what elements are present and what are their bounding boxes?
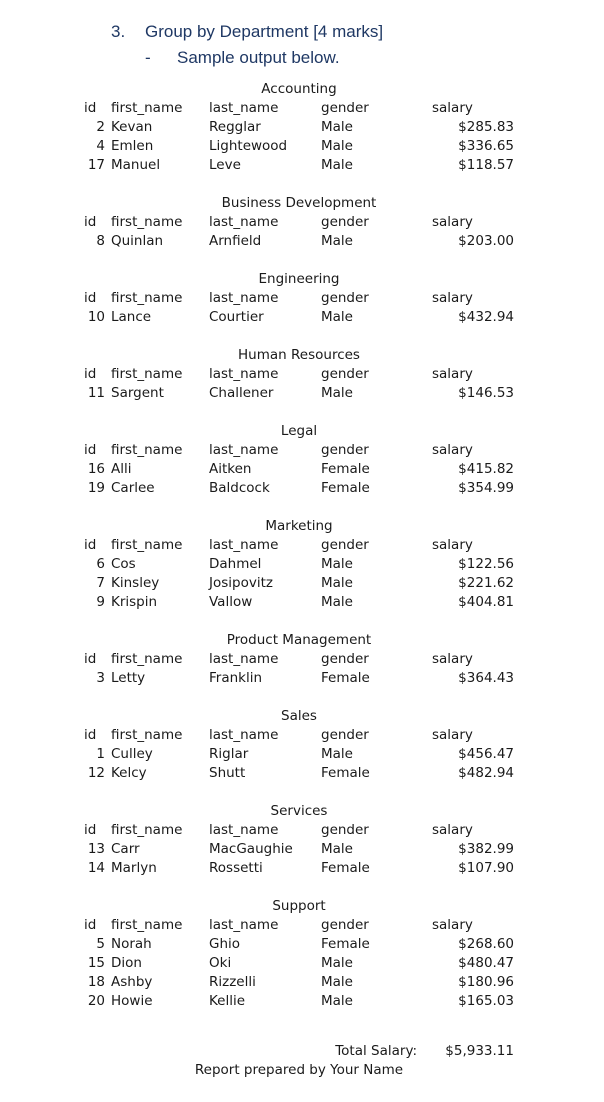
salary-cell: $354.99 (458, 480, 514, 496)
last-name-cell: Kellie (209, 993, 246, 1009)
last-name-cell: Baldcock (209, 480, 270, 496)
column-header-gender: gender (321, 917, 369, 933)
salary-cell: $146.53 (458, 385, 514, 401)
id-cell: 20 (87, 993, 105, 1009)
table-row (0, 593, 604, 612)
column-header-first-name: first_name (111, 100, 183, 116)
column-header-id: id (84, 537, 97, 553)
column-header-gender: gender (321, 537, 369, 553)
last-name-cell: Shutt (209, 765, 246, 781)
column-header-last-name: last_name (209, 442, 279, 458)
last-name-cell: MacGaughie (209, 841, 293, 857)
gender-cell: Male (321, 974, 353, 990)
last-name-cell: Rossetti (209, 860, 263, 876)
last-name-cell: Lightewood (209, 138, 288, 154)
first-name-cell: Ashby (111, 974, 153, 990)
id-cell: 17 (87, 157, 105, 173)
first-name-cell: Letty (111, 670, 146, 686)
last-name-cell: Vallow (209, 594, 253, 610)
salary-cell: $456.47 (458, 746, 514, 762)
id-cell: 6 (96, 556, 105, 572)
gender-cell: Male (321, 575, 353, 591)
table-row (0, 308, 604, 327)
column-header-id: id (84, 442, 97, 458)
table-row (0, 859, 604, 878)
id-cell: 15 (87, 955, 105, 971)
salary-cell: $432.94 (458, 309, 514, 325)
first-name-cell: Carlee (111, 480, 155, 496)
last-name-cell: Oki (209, 955, 232, 971)
table-row (0, 384, 604, 403)
column-header-id: id (84, 917, 97, 933)
salary-cell: $165.03 (458, 993, 514, 1009)
column-header-salary: salary (432, 537, 473, 553)
salary-cell: $203.00 (458, 233, 514, 249)
column-header-salary: salary (432, 917, 473, 933)
id-cell: 18 (87, 974, 105, 990)
column-header-row (0, 441, 604, 460)
table-row (0, 460, 604, 479)
department-title: Services (270, 803, 328, 819)
column-header-id: id (84, 651, 97, 667)
salary-cell: $268.60 (458, 936, 514, 952)
column-header-last-name: last_name (209, 727, 279, 743)
last-name-cell: Challener (209, 385, 274, 401)
first-name-cell: Alli (111, 461, 132, 477)
first-name-cell: Howie (111, 993, 153, 1009)
section-title: Group by Department [4 marks] (145, 22, 384, 41)
gender-cell: Female (321, 860, 370, 876)
department-title: Business Development (221, 195, 377, 211)
table-row (0, 555, 604, 574)
column-header-salary: salary (432, 442, 473, 458)
first-name-cell: Krispin (111, 594, 158, 610)
gender-cell: Female (321, 461, 370, 477)
gender-cell: Male (321, 556, 353, 572)
last-name-cell: Leve (209, 157, 241, 173)
last-name-cell: Riglar (209, 746, 249, 762)
column-header-salary: salary (432, 727, 473, 743)
first-name-cell: Carr (111, 841, 140, 857)
first-name-cell: Cos (111, 556, 136, 572)
column-header-row (0, 99, 604, 118)
column-header-salary: salary (432, 366, 473, 382)
section-subheading (145, 48, 340, 68)
column-header-gender: gender (321, 442, 369, 458)
first-name-cell: Sargent (111, 385, 164, 401)
id-cell: 1 (96, 746, 105, 762)
first-name-cell: Kevan (111, 119, 153, 135)
department-title: Accounting (261, 81, 337, 97)
salary-cell: $382.99 (458, 841, 514, 857)
department-title: Product Management (226, 632, 372, 648)
id-cell: 4 (96, 138, 105, 154)
last-name-cell: Regglar (209, 119, 261, 135)
salary-cell: $107.90 (458, 860, 514, 876)
department-title: Support (272, 898, 326, 914)
department-title: Sales (281, 708, 317, 724)
first-name-cell: Kinsley (111, 575, 160, 591)
gender-cell: Female (321, 480, 370, 496)
column-header-gender: gender (321, 651, 369, 667)
gender-cell: Male (321, 309, 353, 325)
first-name-cell: Manuel (111, 157, 161, 173)
column-header-row (0, 726, 604, 745)
id-cell: 14 (87, 860, 105, 876)
section-number: 3. (111, 22, 126, 41)
column-header-last-name: last_name (209, 537, 279, 553)
last-name-cell: Franklin (209, 670, 263, 686)
table-row (0, 764, 604, 783)
column-header-first-name: first_name (111, 442, 183, 458)
first-name-cell: Emlen (111, 138, 154, 154)
salary-cell: $404.81 (458, 594, 514, 610)
salary-cell: $480.47 (458, 955, 514, 971)
column-header-row (0, 821, 604, 840)
last-name-cell: Dahmel (209, 556, 262, 572)
last-name-cell: Arnfield (209, 233, 262, 249)
column-header-id: id (84, 366, 97, 382)
salary-cell: $364.43 (458, 670, 514, 686)
subheading-text: Sample output below. (177, 48, 340, 67)
first-name-cell: Culley (111, 746, 153, 762)
column-header-first-name: first_name (111, 290, 183, 306)
column-header-gender: gender (321, 214, 369, 230)
total-salary-line (0, 1042, 604, 1061)
column-header-last-name: last_name (209, 214, 279, 230)
table-row (0, 232, 604, 251)
id-cell: 3 (96, 670, 105, 686)
column-header-last-name: last_name (209, 917, 279, 933)
last-name-cell: Josipovitz (209, 575, 273, 591)
gender-cell: Male (321, 119, 353, 135)
first-name-cell: Dion (111, 955, 142, 971)
salary-cell: $180.96 (458, 974, 514, 990)
id-cell: 16 (87, 461, 105, 477)
gender-cell: Male (321, 385, 353, 401)
column-header-last-name: last_name (209, 100, 279, 116)
column-header-first-name: first_name (111, 727, 183, 743)
column-header-id: id (84, 290, 97, 306)
first-name-cell: Marlyn (111, 860, 157, 876)
salary-cell: $118.57 (458, 157, 514, 173)
table-row (0, 137, 604, 156)
department-title: Engineering (258, 271, 340, 287)
last-name-cell: Ghio (209, 936, 241, 952)
column-header-id: id (84, 727, 97, 743)
salary-cell: $285.83 (458, 119, 514, 135)
column-header-first-name: first_name (111, 651, 183, 667)
table-row (0, 840, 604, 859)
column-header-gender: gender (321, 822, 369, 838)
column-header-gender: gender (321, 727, 369, 743)
column-header-row (0, 213, 604, 232)
department-title: Legal (280, 423, 318, 439)
column-header-last-name: last_name (209, 822, 279, 838)
column-header-first-name: first_name (111, 366, 183, 382)
table-row (0, 118, 604, 137)
id-cell: 13 (87, 841, 105, 857)
table-row (0, 745, 604, 764)
section-heading (111, 22, 383, 42)
last-name-cell: Aitken (209, 461, 252, 477)
id-cell: 19 (87, 480, 105, 496)
total-salary-label: Total Salary: (335, 1043, 417, 1059)
table-row (0, 156, 604, 175)
id-cell: 7 (96, 575, 105, 591)
department-title: Marketing (265, 518, 333, 534)
column-header-salary: salary (432, 651, 473, 667)
table-row (0, 992, 604, 1011)
first-name-cell: Kelcy (111, 765, 147, 781)
total-salary-value: $5,933.11 (445, 1043, 514, 1059)
column-header-row (0, 916, 604, 935)
column-header-gender: gender (321, 100, 369, 116)
gender-cell: Male (321, 157, 353, 173)
report-footer: Report prepared by Your Name (194, 1062, 404, 1078)
first-name-cell: Lance (111, 309, 152, 325)
gender-cell: Male (321, 138, 353, 154)
id-cell: 10 (87, 309, 105, 325)
last-name-cell: Courtier (209, 309, 264, 325)
table-row (0, 669, 604, 688)
column-header-row (0, 289, 604, 308)
salary-cell: $482.94 (458, 765, 514, 781)
id-cell: 11 (87, 385, 105, 401)
column-header-first-name: first_name (111, 214, 183, 230)
column-header-row (0, 650, 604, 669)
gender-cell: Male (321, 955, 353, 971)
gender-cell: Male (321, 233, 353, 249)
column-header-gender: gender (321, 366, 369, 382)
first-name-cell: Quinlan (111, 233, 164, 249)
column-header-first-name: first_name (111, 822, 183, 838)
salary-cell: $122.56 (458, 556, 514, 572)
subheading-bullet: - (145, 48, 151, 67)
column-header-row (0, 536, 604, 555)
column-header-first-name: first_name (111, 537, 183, 553)
column-header-id: id (84, 822, 97, 838)
table-row (0, 973, 604, 992)
column-header-last-name: last_name (209, 290, 279, 306)
table-row (0, 935, 604, 954)
table-row (0, 574, 604, 593)
column-header-last-name: last_name (209, 651, 279, 667)
id-cell: 8 (96, 233, 105, 249)
column-header-salary: salary (432, 214, 473, 230)
gender-cell: Female (321, 936, 370, 952)
first-name-cell: Norah (111, 936, 152, 952)
gender-cell: Male (321, 841, 353, 857)
department-title: Human Resources (238, 347, 360, 363)
salary-cell: $336.65 (458, 138, 514, 154)
table-row (0, 954, 604, 973)
column-header-salary: salary (432, 100, 473, 116)
column-header-salary: salary (432, 822, 473, 838)
salary-cell: $221.62 (458, 575, 514, 591)
column-header-id: id (84, 214, 97, 230)
id-cell: 2 (96, 119, 105, 135)
gender-cell: Female (321, 670, 370, 686)
column-header-row (0, 365, 604, 384)
gender-cell: Male (321, 993, 353, 1009)
gender-cell: Male (321, 746, 353, 762)
column-header-first-name: first_name (111, 917, 183, 933)
column-header-id: id (84, 100, 97, 116)
gender-cell: Male (321, 594, 353, 610)
salary-cell: $415.82 (458, 461, 514, 477)
gender-cell: Female (321, 765, 370, 781)
column-header-salary: salary (432, 290, 473, 306)
id-cell: 5 (96, 936, 105, 952)
last-name-cell: Rizzelli (209, 974, 256, 990)
id-cell: 9 (96, 594, 105, 610)
column-header-gender: gender (321, 290, 369, 306)
column-header-last-name: last_name (209, 366, 279, 382)
id-cell: 12 (87, 765, 105, 781)
table-row (0, 479, 604, 498)
